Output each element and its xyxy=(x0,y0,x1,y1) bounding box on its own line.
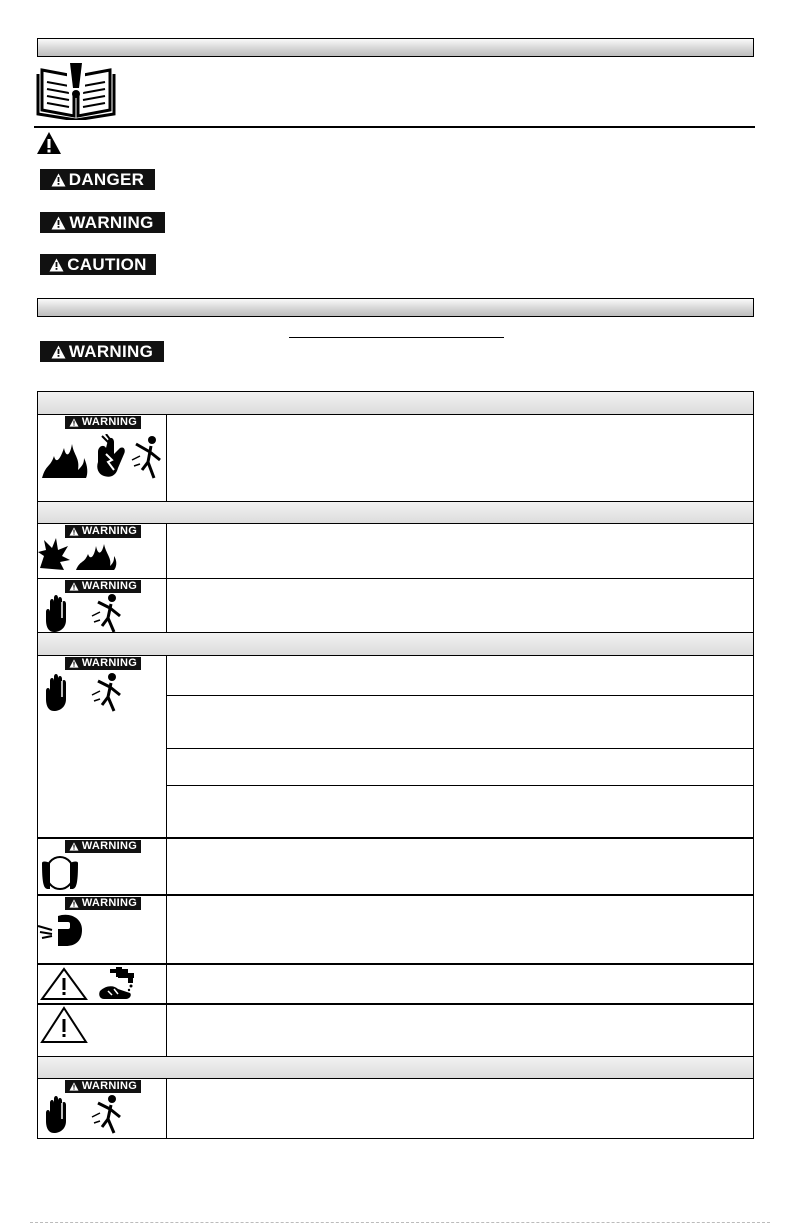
warning-label: WARNING xyxy=(81,1080,138,1092)
icon-group xyxy=(38,538,118,570)
warning-signal-word xyxy=(65,1080,141,1093)
danger-label: DANGER xyxy=(68,170,145,189)
safety-alert-icon xyxy=(69,418,79,427)
warning-label: WARNING xyxy=(81,840,138,852)
warning-signal-word xyxy=(40,212,165,233)
danger-signal-word xyxy=(40,169,155,190)
warning-signal-word xyxy=(40,341,164,362)
safety-alert-icon xyxy=(69,842,79,851)
warning-signal-word xyxy=(65,657,141,670)
column-rule xyxy=(166,656,167,1056)
column-rule xyxy=(166,415,167,501)
column-rule xyxy=(166,1079,167,1138)
safety-alert-icon xyxy=(51,173,66,187)
caution-triangle-icon xyxy=(40,967,88,1001)
safety-alert-icon xyxy=(69,659,79,668)
stop-hand-icon xyxy=(132,436,160,478)
safety-header-bar xyxy=(37,38,754,57)
icon-group xyxy=(40,434,164,480)
hearing-protection-icon xyxy=(38,855,84,891)
warning-label: WARNING xyxy=(81,525,138,537)
table-rule xyxy=(38,1003,753,1005)
table-rule xyxy=(38,894,753,896)
warning-signal-word xyxy=(65,840,141,853)
injury-person-icon xyxy=(92,673,120,711)
table-rule xyxy=(38,414,753,415)
warning-signal-word xyxy=(65,897,141,910)
safety-alert-icon xyxy=(36,131,62,155)
safety-alert-icon xyxy=(49,258,64,272)
table-rule xyxy=(166,748,753,749)
table-rule xyxy=(38,632,753,633)
table-rule xyxy=(166,785,753,786)
stop-hand-icon xyxy=(46,1096,66,1133)
fire-icon xyxy=(42,444,87,478)
warning-label: WARNING xyxy=(81,416,138,428)
table-rule xyxy=(38,837,753,839)
table-section-header xyxy=(38,633,753,655)
divider xyxy=(34,126,755,128)
warning-label: WARNING xyxy=(81,897,138,909)
icon-group xyxy=(42,1095,126,1135)
underline-rule xyxy=(289,337,504,338)
table-rule xyxy=(38,523,753,524)
stop-hand-icon xyxy=(46,595,66,632)
warning-label: WARNING xyxy=(69,213,154,232)
page-edge xyxy=(30,1222,770,1224)
table-section-header xyxy=(38,502,753,523)
warning-label: WARNING xyxy=(81,580,138,592)
table-section-header xyxy=(38,392,753,414)
safety-rules-header-bar xyxy=(37,298,754,317)
wash-hands-icon xyxy=(96,967,136,1001)
icon-group xyxy=(42,673,126,713)
fire-icon xyxy=(76,544,116,570)
electric-shock-icon xyxy=(97,434,125,477)
warning-signal-word xyxy=(65,580,141,593)
warning-signal-word xyxy=(65,525,141,538)
injury-person-icon xyxy=(92,594,120,632)
safety-alert-icon xyxy=(69,899,79,908)
table-section-header xyxy=(38,1057,753,1078)
safety-alert-icon xyxy=(69,1082,79,1091)
table-rule xyxy=(38,501,753,502)
caution-label: CAUTION xyxy=(67,255,147,274)
warning-label: WARNING xyxy=(68,342,154,361)
safety-alert-icon xyxy=(69,527,79,536)
caution-triangle-icon xyxy=(40,1006,88,1044)
caution-signal-word xyxy=(40,254,156,275)
stop-hand-icon xyxy=(46,674,66,711)
warning-label: WARNING xyxy=(81,657,138,669)
warning-signal-word xyxy=(65,416,141,429)
table-rule xyxy=(38,655,753,656)
read-manual-icon xyxy=(36,60,116,120)
eye-protection-icon xyxy=(36,912,86,948)
explosion-icon xyxy=(38,538,70,570)
safety-alert-icon xyxy=(51,345,66,359)
column-rule xyxy=(166,524,167,632)
safety-alert-icon xyxy=(69,582,79,591)
table-rule xyxy=(38,578,753,579)
table-rule xyxy=(38,1078,753,1079)
table-rule xyxy=(38,1056,753,1057)
icon-group xyxy=(42,594,126,632)
safety-alert-icon xyxy=(51,216,66,230)
table-rule xyxy=(38,963,753,965)
injury-person-icon xyxy=(92,1095,120,1133)
table-rule xyxy=(166,695,753,696)
